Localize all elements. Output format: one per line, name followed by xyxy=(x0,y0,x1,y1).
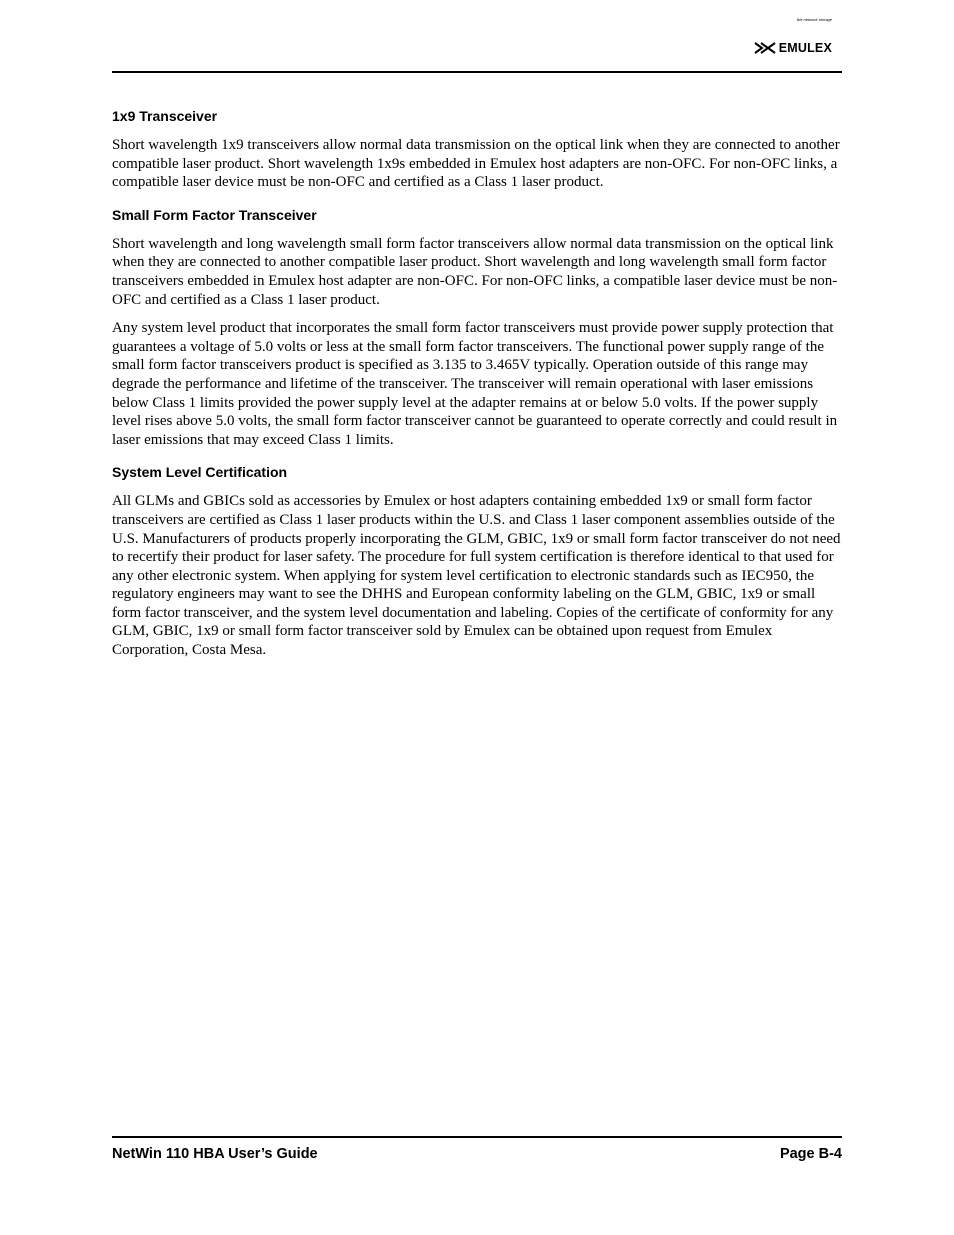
footer-doc-title: NetWin 110 HBA User’s Guide xyxy=(112,1146,318,1162)
footer-page-number: Page B-4 xyxy=(779,1146,842,1162)
emulex-logo-mark-icon xyxy=(754,40,776,56)
main-content xyxy=(112,106,842,670)
emulex-logo xyxy=(754,40,832,56)
logo-wordmark: EMULEX xyxy=(778,40,832,55)
section-1x9-transceiver xyxy=(112,106,842,192)
page-footer xyxy=(112,1146,842,1162)
section-system-level-certification xyxy=(112,462,842,659)
paragraph: All GLMs and GBICs sold as accessories by Emulex or host adapters containing embedded 1x9 or small form factor transceivers are certified as Class 1 laser products within the U.S. and Class 1 laser component assemblies outside of the U.S. Manufacturers of products properly incorporating the GLM, GBIC, 1x9 or small form factor transceiver do not need to recertify their product for laser safety. The procedure for full system certification is therefore identical to that used for any other electronic system. When applying for system level certification to electronic standards such as IEC950, the regulatory engineers may want to see the DHHS and European conformity labeling on the GLM, GBIC, 1x9 or small form factor transceiver, and the system level documentation and labeling. Copies of the certificate of conformity for any GLM, GBIC, 1x9 or small form factor transceiver sold by Emulex can be obtained upon request from Emulex Corporation, Costa Mesa. xyxy=(112,493,841,659)
section-heading: System Level Certification xyxy=(112,464,288,481)
section-heading: 1x9 Transceiver xyxy=(112,108,218,124)
paragraph: Any system level product that incorporates the small form factor transceivers must provide power supply protection that guarantees a voltage of 5.0 volts or less at the small form factor transceivers. The functional power supply range of the small form factor transceivers product is specified as 3.135 to 3.465V typically. Operation outside of this range may degrade the performance and lifetime of the transceiver. The transceiver will remain operational with laser emissions below Class 1 limits provided the power supply level at the adapter remains at or below 5.0 volts. If the power supply level rises above 5.0 volts, the small form factor transceiver cannot be guaranteed to operate correctly and could result in laser emissions that may exceed Class 1 limits. xyxy=(112,320,838,448)
header-rule xyxy=(112,71,842,73)
section-heading: Small Form Factor Transceiver xyxy=(112,206,317,223)
paragraph: Short wavelength 1x9 transceivers allow normal data transmission on the optical link when they are connected to another compatible laser product. Short wavelength 1x9s embedded in Emulex host adapters are non-OFC. For non-OFC links, a compatible laser device must be non-OFC and certified as a Class 1 laser product. xyxy=(112,137,840,191)
footer-rule xyxy=(112,1136,842,1138)
paragraph: Short wavelength and long wavelength small form factor transceivers allow normal data transmission on the optical link when they are connected to another compatible laser product. Short wavelength and long wavelength small form factor transceivers embedded in Emulex host adapter are non-OFC. For non-OFC links, a compatible laser device must be non-OFC and certified as a Class 1 laser product. xyxy=(112,235,838,308)
logo-tagline: We network storage xyxy=(796,17,832,22)
section-small-form-factor-transceiver xyxy=(112,205,842,450)
